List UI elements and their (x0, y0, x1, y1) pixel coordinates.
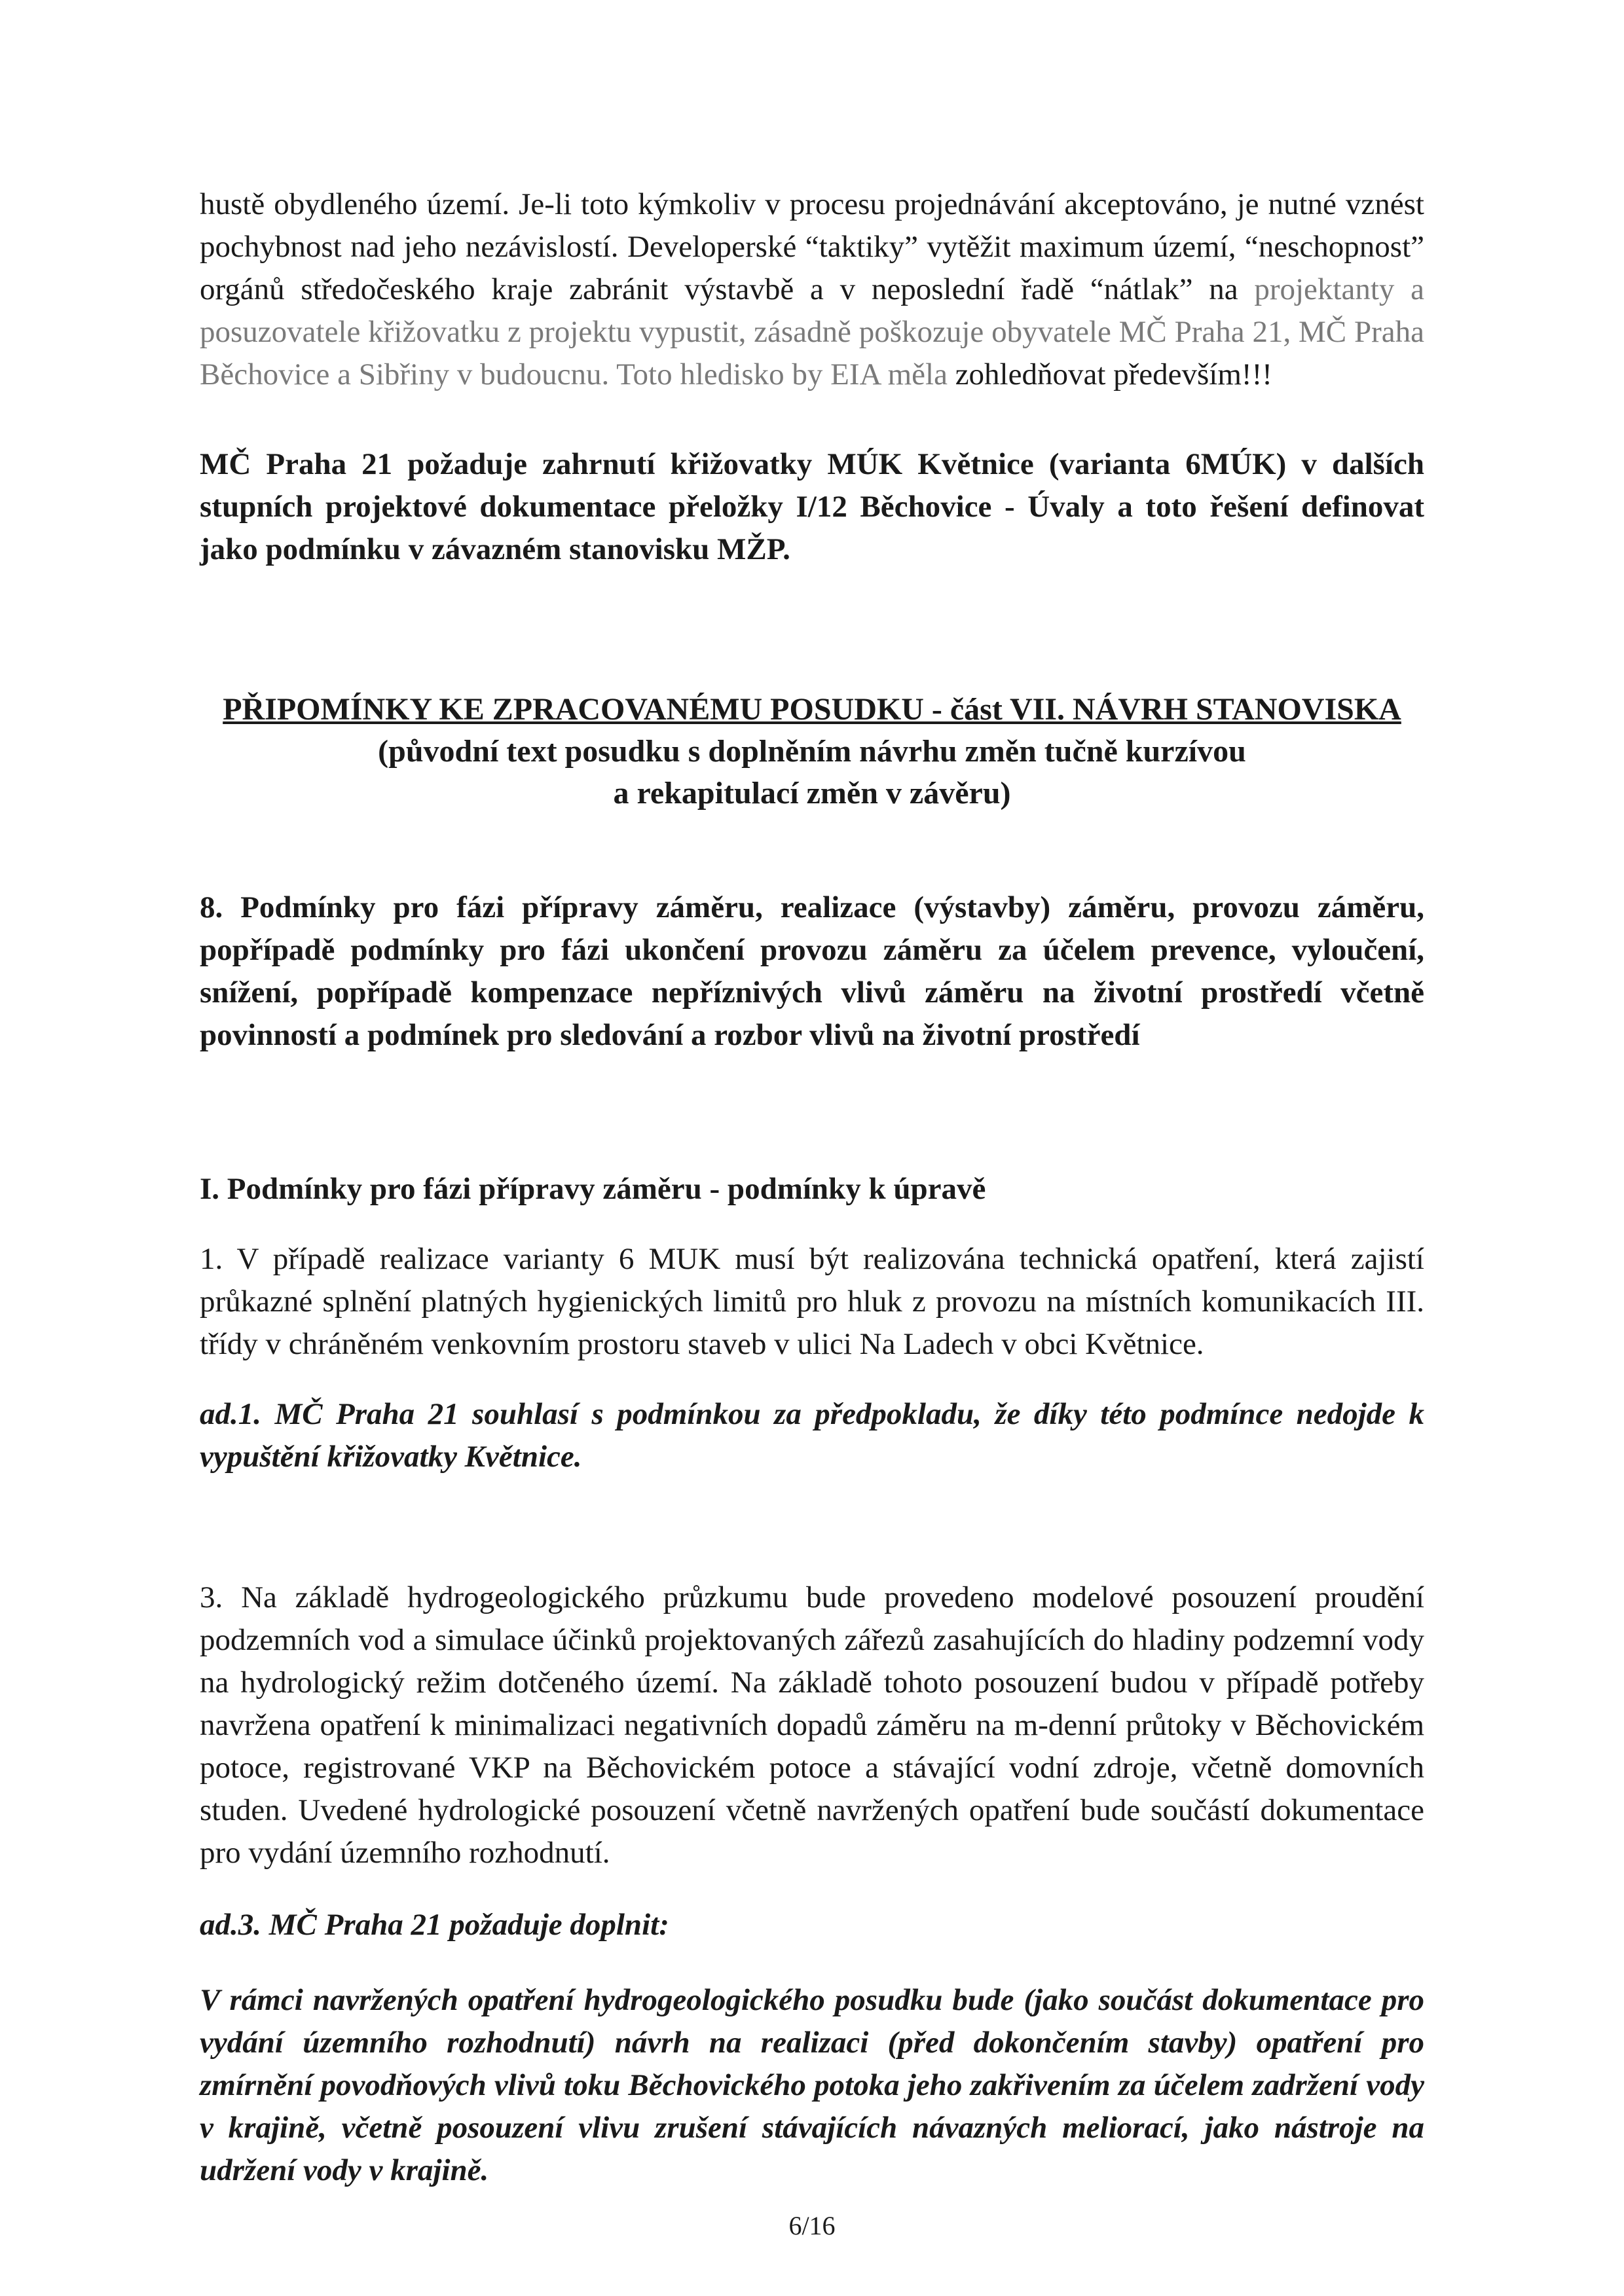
demand-paragraph: MČ Praha 21 požaduje zahrnutí křižovatky MÚK Květnice (varianta 6MÚK) v dalších stupních projektové dokumentace přeložky I/12 Běchovice - Úvaly a toto řešení definovat jako podmínku v závazném stanovisku MŽP. (200, 447, 1424, 566)
subheading-conditions-I: I. Podmínky pro fázi přípravy záměru - podmínky k úpravě (200, 1172, 986, 1206)
section-heading (200, 689, 1424, 814)
item-3-paragraph: 3. Na základě hydrogeologického průzkumu bude provedeno modelové posouzení proudění podzemních vod a simulace účinků projektovaných zářezů zasahujících do hladiny podzemní vody na hydrologický režim dotčeného území. Na základě tohoto posouzení budou v případě potřeby navržena opatření k minimalizaci negativních dopadů záměru na m-denní průtoky v Běchovickém potoce, registrované VKP na Běchovickém potoce a stávající vodní zdroje, včetně domovních studen. Uvedené hydrologické posouzení včetně navržených opatření bude součástí dokumentace pro vydání územního rozhodnutí. (200, 1580, 1424, 1870)
ad-3-heading: ad.3. MČ Praha 21 požaduje doplnit: (200, 1908, 669, 1942)
intro-paragraph (200, 183, 1424, 396)
intro-text-2: projektanty a posuzovatele křižovatku z projektu vypustit, zásadně poškozuje obyvatele MČ Praha 21, MČ Praha Běchovice a Sibřiny v budoucnu. Toto hledisko by EIA měla (200, 272, 1425, 392)
section-heading-subtitle-1: (původní text posudku s doplněním návrhu změn tučně kurzívou (378, 734, 1246, 769)
document-body (200, 183, 1424, 2192)
ad-1-response: ad.1. MČ Praha 21 souhlasí s podmínkou za předpokladu, že díky této podmínce nedojde k vypuštění křižovatky Květnice. (200, 1397, 1424, 1474)
item-1-paragraph: 1. V případě realizace varianty 6 MUK musí být realizována technická opatření, která zajistí průkazné splnění platných hygienických limitů pro hluk z provozu na místních komunikacích III. třídy v chráněném venkovním prostoru staveb v ulici Na Ladech v obci Květnice. (200, 1242, 1424, 1361)
point-8-heading: 8. Podmínky pro fázi přípravy záměru, realizace (výstavby) záměru, provozu záměru, popřípadě podmínky pro fázi ukončení provozu záměru za účelem prevence, vyloučení, snížení, popřípadě kompenzace nepříznivých vlivů záměru na životní prostředí včetně povinností a podmínek pro sledování a rozbor vlivů na životní prostředí (200, 890, 1424, 1052)
ad-3-text: V rámci navržených opatření hydrogeologického posudku bude (jako součást dokumentace pro vydání územního rozhodnutí) návrh na realizaci (před dokončením stavby) opatření pro zmírnění povodňových vlivů toku Běchovického potoka jeho zakřivením za účelem zadržení vody v krajině, včetně posouzení vlivu zrušení stávajících návazných meliorací, jako nástroje na udržení vody v krajině. (200, 1983, 1424, 2187)
intro-text-1: hustě obydleného území. Je-li toto kýmkoliv v procesu projednávání akceptováno, je nutné vznést pochybnost nad jeho nezávislostí. Developerské “taktiky” vytěžit maximum území, “neschopnost” orgánů středočeského kraje zabránit výstavbě a v neposlední řadě “nátlak” na (200, 187, 1424, 306)
page-number: 6/16 (788, 2211, 836, 2240)
section-heading-title: PŘIPOMÍNKY KE ZPRACOVANÉMU POSUDKU - část VII. NÁVRH STANOVISKA (223, 692, 1401, 727)
intro-text-3: zohledňovat především!!! (955, 357, 1272, 392)
section-heading-subtitle-2: a rekapitulací změn v závěru) (613, 776, 1011, 811)
